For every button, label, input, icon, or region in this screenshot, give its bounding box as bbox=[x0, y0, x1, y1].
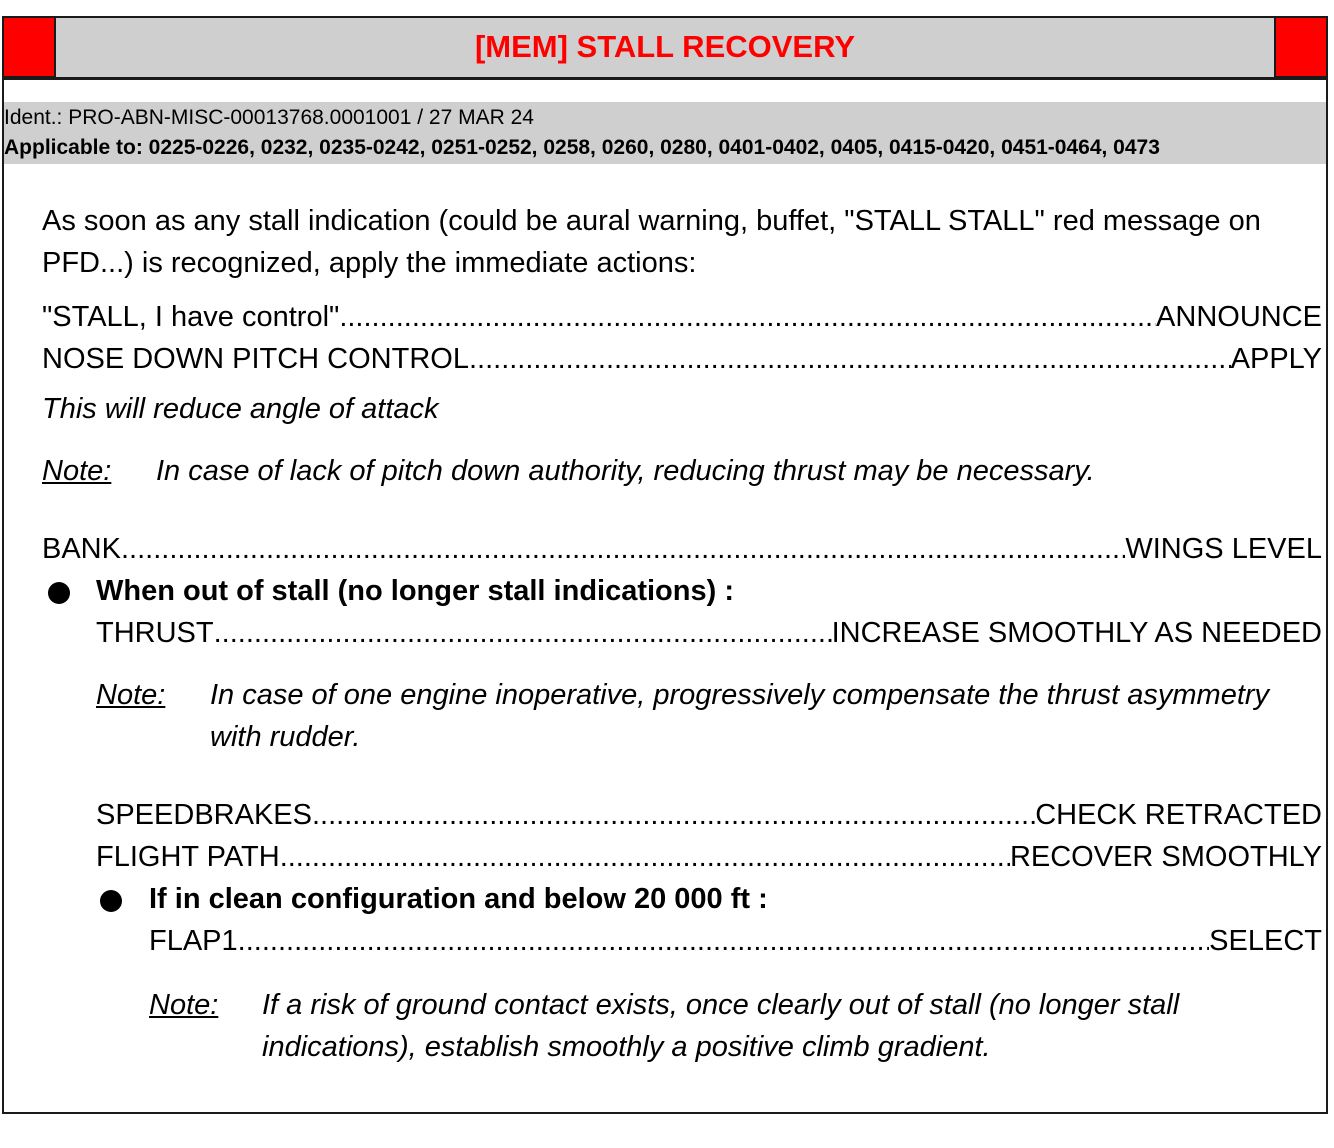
note-label: Note: bbox=[149, 989, 219, 1021]
ident-band bbox=[4, 102, 1326, 164]
step-action: WINGS LEVEL bbox=[1125, 533, 1322, 565]
step-bank bbox=[42, 528, 1322, 570]
bullet-icon bbox=[48, 582, 70, 604]
leader-dots bbox=[121, 528, 1125, 570]
step-action: RECOVER SMOOTHLY bbox=[1009, 841, 1322, 873]
bullet-icon bbox=[100, 890, 122, 912]
red-marker-right bbox=[1274, 16, 1328, 78]
leader-dots bbox=[238, 920, 1210, 962]
step-flight-path bbox=[96, 836, 1322, 878]
intro-line-1: As soon as any stall indication (could be aural warning, buffet, "STALL STALL" red message on bbox=[42, 205, 1261, 237]
step-action: SELECT bbox=[1209, 925, 1322, 957]
leader-dots bbox=[469, 338, 1231, 380]
step-label: NOSE DOWN PITCH CONTROL bbox=[42, 343, 469, 375]
condition-out-of-stall: When out of stall (no longer stall indications) : bbox=[96, 575, 734, 607]
step-label: THRUST bbox=[96, 617, 214, 649]
note-text-line-1: In case of one engine inoperative, progressively compensate the thrust asymmetry bbox=[210, 679, 1270, 711]
step-label: FLIGHT PATH bbox=[96, 841, 280, 873]
title-bar bbox=[4, 18, 1326, 80]
ident-line: Ident.: PRO-ABN-MISC-00013768.0001001 / 27 MAR 24 bbox=[4, 106, 534, 129]
note-text: In case of lack of pitch down authority, reducing thrust may be necessary. bbox=[156, 455, 1095, 487]
note-text-line-2: indications), establish smoothly a positive climb gradient. bbox=[262, 1031, 991, 1063]
condition-clean-config: If in clean configuration and below 20 000 ft : bbox=[149, 883, 768, 915]
note-label: Note: bbox=[96, 679, 166, 711]
step-action: ANNOUNCE bbox=[1156, 301, 1322, 333]
note-text-line-1: If a risk of ground contact exists, once clearly out of stall (no longer stall bbox=[262, 989, 1180, 1021]
intro-line-2: PFD...) is recognized, apply the immediate actions: bbox=[42, 247, 697, 279]
step-announce bbox=[42, 296, 1322, 338]
procedure-card bbox=[2, 16, 1328, 1114]
step-flap bbox=[149, 920, 1322, 962]
note-label: Note: bbox=[42, 455, 112, 487]
step-label: BANK bbox=[42, 533, 121, 565]
step-label: FLAP1 bbox=[149, 925, 238, 957]
leader-dots bbox=[280, 836, 1010, 878]
red-marker-left bbox=[2, 16, 56, 78]
note-engine-inoperative bbox=[96, 674, 1322, 758]
note-text-line-2: with rudder. bbox=[210, 721, 361, 753]
note-ground-contact bbox=[149, 984, 1322, 1068]
leader-dots bbox=[312, 794, 1035, 836]
applicability-line: Applicable to: 0225-0226, 0232, 0235-0242, 0251-0252, 0258, 0260, 0280, 0401-0402, 0405, 0415-0420, 0451-0464, 0473 bbox=[4, 136, 1160, 159]
note-pitch-authority bbox=[42, 450, 1322, 492]
step-thrust bbox=[96, 612, 1322, 654]
step-action: INCREASE SMOOTHLY AS NEEDED bbox=[831, 617, 1322, 649]
step-action: APPLY bbox=[1230, 343, 1322, 375]
step-speedbrakes bbox=[96, 794, 1322, 836]
step-pitch bbox=[42, 338, 1322, 380]
intro-paragraph bbox=[42, 200, 1322, 284]
leader-dots bbox=[214, 612, 832, 654]
leader-dots bbox=[339, 296, 1156, 338]
step-label: SPEEDBRAKES bbox=[96, 799, 312, 831]
step-action: CHECK RETRACTED bbox=[1035, 799, 1322, 831]
procedure-title: [MEM] STALL RECOVERY bbox=[474, 29, 856, 64]
pitch-remark: This will reduce angle of attack bbox=[42, 393, 439, 425]
step-label: "STALL, I have control" bbox=[42, 301, 340, 333]
